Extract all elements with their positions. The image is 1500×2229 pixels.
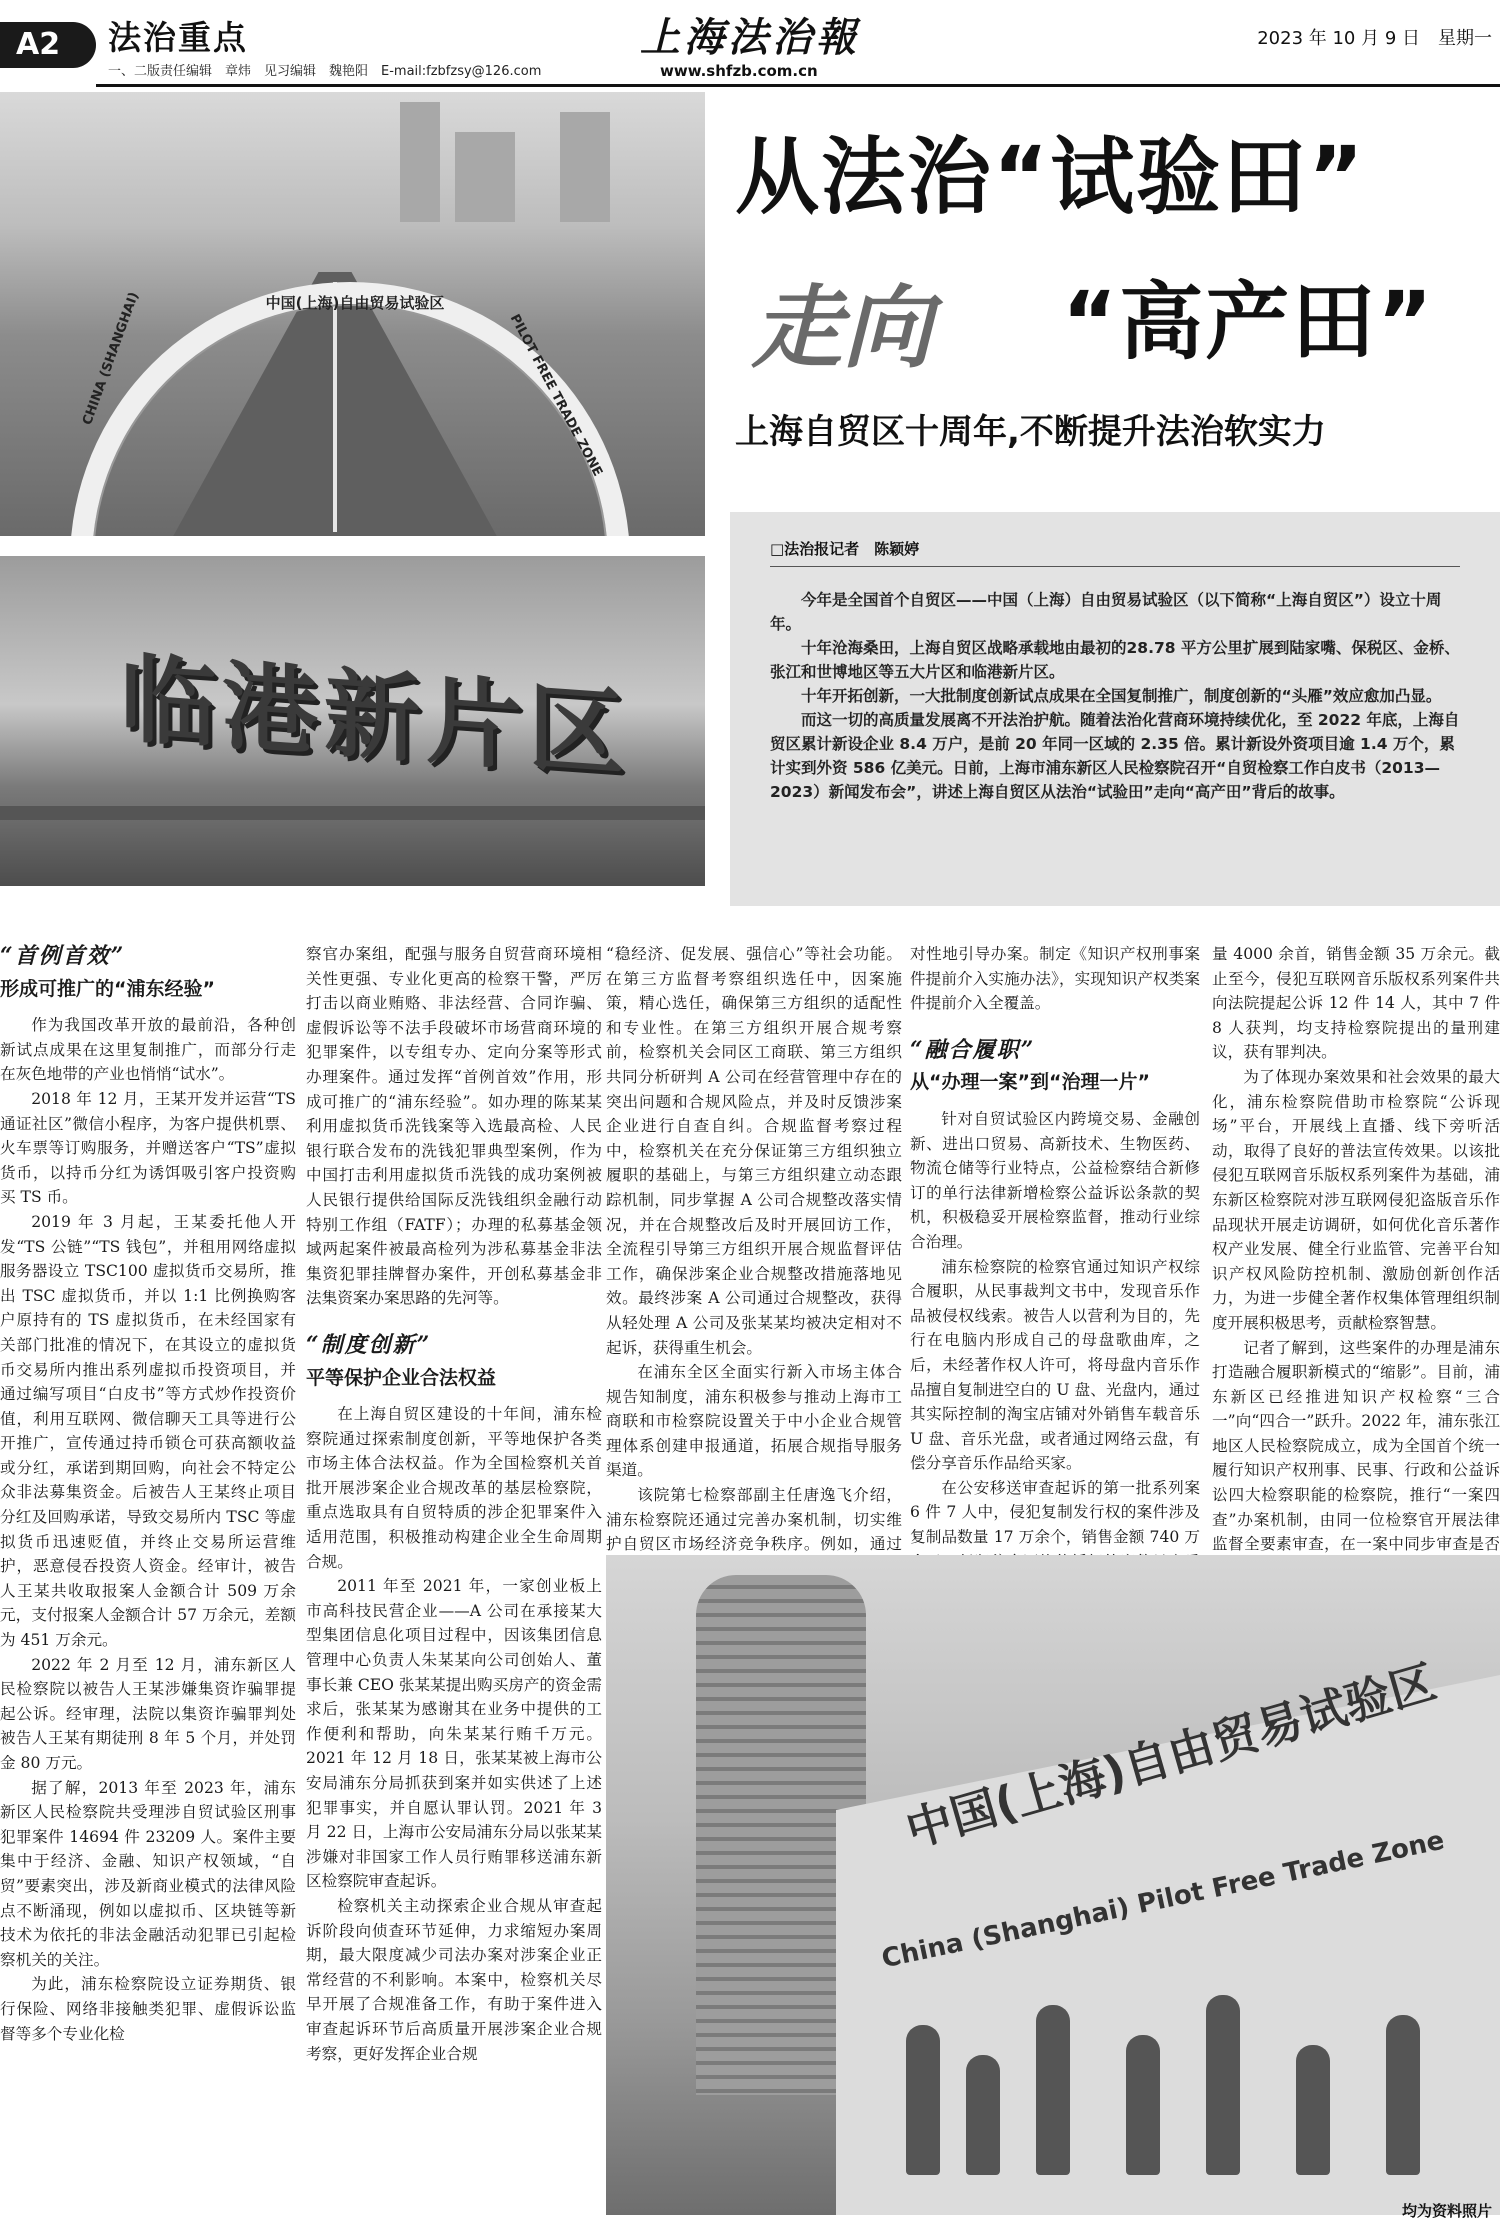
body-paragraph: 2018 年 12 月，王某开发并运营“TS 通证社区”微信小程序，为客户提供机票、火车票等订购服务，并赠送客户“TS”虚拟货币，以持币分红为诱饵吸引客户投资购买 TS 币。 (0, 1089, 296, 1207)
body-paragraph: 记者了解到，这些案件的办理是浦东打造融合履职新模式的“缩影”。目前，浦东新区已经推进知识产权检察“三合一”向“四合一”跃升。2022 年，浦东张江地区人民检察院成立，成为全国首个统一履行知识产权刑事、民事、行政和公益诉讼四大检察职能的检察院，推行“一案四查”办案机制，由同一位检察官开展法律监督全要素审查，在一案中同步审查是否 (1212, 1338, 1500, 1554)
article-column-3 (606, 942, 902, 1631)
lead-paragraph: 而这一切的高质量发展离不开法治护航。随着法治化营商环境持续优化，至 2022 年底，上海自贸区累计新设企业 8.4 万户，是前 20 年同一区域的 2.35 倍。累计新设外资项目逾 1.4 万个，累计实到外资 586 亿美元。日前，上海市浦东新区人民检察院召开“自贸检察工作白皮书（2013—2023）新闻发布会”，讲述上海自贸区从法治“试验田”走向“高产田”背后的故事。 (770, 711, 1460, 801)
website-link[interactable]: www.shfzb.com.cn (660, 62, 818, 80)
wall-sign-english: China (Shanghai) Pilot Free Trade Zone (879, 1825, 1448, 1975)
sub-headline: 上海自贸区十周年,不断提升法治软实力 (735, 412, 1326, 452)
photo-ftz-wall (606, 1555, 1500, 2215)
guard-rail (0, 806, 705, 820)
arch-sign-text-right: PILOT FREE TRADE ZONE (506, 312, 606, 480)
newspaper-logo: 上海法治報 (640, 14, 860, 61)
article-column-1 (0, 940, 296, 2046)
section-kicker: “首例首效” (0, 943, 126, 969)
figure-silhouette (1036, 2005, 1070, 2175)
building-shape (455, 132, 515, 222)
masthead (0, 0, 1500, 86)
figure-silhouette (1296, 2045, 1330, 2175)
figure-silhouette (1386, 2015, 1420, 2175)
body-paragraph: 为了体现办案效果和社会效果的最大化，浦东检察院借助市检察院“公诉现场”平台，开展线上直播、线下旁听活动，取得了良好的普法宣传效果。以该批侵犯互联网音乐版权系列案件为基础，浦东新区检察院对涉互联网侵犯盗版音乐作品现状开展走访调研，如何优化音乐著作权产业发展、健全行业监管、完善平台知识产权风险防控机制、激励创新创作活力，为进一步健全著作权集体管理组织制度开展积极思考，贡献检察智慧。 (1212, 1067, 1500, 1332)
article-column-4 (910, 942, 1200, 1599)
headline-line1: 从法治“试验田” (735, 128, 1366, 226)
spacer (306, 1311, 602, 1329)
body-paragraph: 作为我国改革开放的最前沿，各种创新试点成果在这里复制推广，而部分行走在灰色地带的产业也悄悄“试水”。 (0, 1016, 296, 1084)
figure-silhouette (966, 2055, 1000, 2175)
lingang-sign-text: 临港新片区 (120, 643, 630, 791)
page-number: A2 (0, 22, 96, 68)
building-shape (400, 102, 440, 222)
body-paragraph: 据了解，2013 年至 2023 年，浦东新区人民检察院共受理涉自贸试验区刑事犯罪案件 14694 件 23209 人。案件主要集中于经济、金融、知识产权领域，“自贸”要素突出，涉及新商业模式的法律风险点不断涌现，例如以虚拟币、区块链等新技术为依托的非法金融活动犯罪已引起检察机关的关注。 (0, 1778, 296, 1969)
article-column-5 (1212, 942, 1500, 1631)
section-subtitle: 从“办理一案”到“治理一片” (910, 1071, 1150, 1094)
lead-text (770, 588, 1470, 804)
figure-silhouette (906, 2025, 940, 2175)
photo-lingang-sign (0, 556, 705, 886)
lead-paragraph: 十年沧海桑田，上海自贸区战略承载地由最初的28.78 平方公里扩展到陆家嘴、保税区、金桥、张江和世博地区等五大片区和临港新片区。 (770, 639, 1460, 681)
body-paragraph: 在公安移送审查起诉的第一批系列案 6 件 7 人中，侵犯复制发行权的案件涉及复制品数量 17 万余个，销售金额 740 万 (910, 1478, 1200, 1547)
spacer (910, 1016, 1200, 1034)
lead-paragraph: 十年开拓创新，一大批制度创新试点成果在全国复制推广，制度创新的“头雁”效应愈加凸显。 (801, 687, 1442, 705)
section-subtitle: 形成可推广的“浦东经验” (0, 977, 215, 1000)
figure-silhouette (1126, 2035, 1160, 2175)
arch-sign-text-left: CHINA (SHANGHAI) (80, 290, 143, 428)
body-paragraph: 察官办案组，配强与服务自贸营商环境相关性更强、专业化更高的检察干警，严厉打击以商业贿赂、非法经营、合同诈骗、虚假诉讼等不法手段破坏市场营商环境的犯罪案件，以专组专办、定向分案等形式办理案件。通过发挥“首例首效”作用，形成可推广的“浦东经验”。如办理的陈某某利用虚拟货币洗钱案等入选最高检、人民银行联合发布的洗钱犯罪典型案例，作为中国打击利用虚拟货币洗钱的成功案例被人民银行提供给国际反洗钱组织金融行动特别工作组（FATF）；办理的私募基金领域两起案件被最高检列为涉私募基金非法集资犯罪挂牌督办案件，开创私募基金非法集资案办案思路的先河等。 (306, 945, 602, 1308)
photo-caption: 均为资料照片 (1401, 2202, 1492, 2220)
building-shape (560, 112, 610, 222)
editor-credits: 一、二版责任编辑 章炜 见习编辑 魏艳阳 E-mail:fzbfzsy@126.com (108, 64, 542, 79)
body-paragraph: 对性地引导办案。制定《知识产权刑事案件提前介入实施办法》，实现知识产权类案件提前介入全覆盖。 (910, 945, 1200, 1013)
body-paragraph: 在浦东全区全面实行新入市场主体合规告知制度，浦东积极参与推动上海市工商联和市检察院设置关于中小企业合规管理体系创建申报通道，拓展合规指导服务渠道。 (606, 1363, 902, 1480)
masthead-rule (96, 84, 1500, 87)
photo-ftz-arch (0, 92, 705, 536)
body-paragraph: 在上海自贸区建设的十年间，浦东检察院通过探索制度创新，平等地保护各类市场主体合法权益。作为全国检察机关首批开展涉案企业合规改革的基层检察院，重点选取具有自贸特质的涉企犯罪案件入适用范围，积极推动构建企业全生命周期合规。 (306, 1405, 602, 1571)
lead-paragraph: 今年是全国首个自贸区——中国（上海）自由贸易试验区（以下简称“上海自贸区”）设立十周年。 (770, 591, 1442, 633)
body-paragraph: 2022 年 2 月至 12 月，浦东新区人民检察院以被告人王某涉嫌集资诈骗罪提起公诉。经审理，法院以集资诈骗罪判处被告人王某有期徒刑 8 年 5 个月，并处罚金 80 万元。 (0, 1655, 296, 1772)
ftz-gate-arch (70, 282, 630, 536)
article-column-2 (306, 942, 602, 2066)
body-paragraph: 检察机关主动探索企业合规从审查起诉阶段向侦查环节延伸，力求缩短办案周期，最大限度减少司法办案对涉案企业正常经营的不利影响。本案中，检察机关尽早开展了合规准备工作，有助于案件进入审查起诉环节后高质量开展涉案企业合规考察，更好发挥企业合规 (306, 1896, 602, 2063)
section-title: 法治重点 (108, 18, 248, 57)
body-paragraph: “稳经济、促发展、强信心”等社会功能。在第三方监督考察组织选任中，因案施策，精心选任，确保第三方组织的适配性和专业性。在第三方组织开展合规考察前，检察机关会同区工商联、第三方组织共同分析研判 A 公司在经营管理中存在的突出问题和合规风险点，并及时反馈涉案企业进行自查自纠。合规监督考察过程中，检察机关在充分保证第三方组织独立履职的基础上，与第三方组织建立动态跟踪机制，同步掌握 A 公司合规整改落实情况，并在合规整改后及时开展回访工作，全流程引导第三方组织开展合规监督评估工作，确保涉案企业合规整改措施落地见效。最终涉案 A 公司通过合规整改，获得从轻处理 A 公司及张某某均被决定相对不起诉，获得重生机会。 (606, 945, 902, 1357)
figure-silhouette (1206, 1995, 1240, 2175)
issue-date: 2023 年 10 月 9 日 星期一 (1257, 28, 1492, 49)
body-paragraph: 2019 年 3 月起，王某委托他人开发“TS 公链”“TS 钱包”，并租用网络虚拟服务器设立 TSC100 虚拟货币交易所，推出 TSC 虚拟货币，并以 1:1 比例换购客户原持有的 TS 虚拟货币，在未经国家有关部门批准的情况下，在其设立的虚拟货币交易所内推出系列虚拟币投资项目，并通过编写项目“白皮书”等方式炒作投资价值，利用互联网、微信聊天工具等进行公开推广，宣传通过持币锁仓可获高额收益或分红，承诺到期回购，向社会不特定公众非法募集资金。后被告人王某终止项目分红及回购承诺，导致交易所内 TSC 等虚拟货币迅速贬值，并终止交易所运营维护，恶意侵吞投资人资金。经审计，被告人王某共收取报案人金额合计 509 万余元，支付报案人金额合计 57 万余元，差额为 451 万余元。 (0, 1212, 296, 1650)
section-subtitle: 平等保护企业合法权益 (306, 1366, 497, 1389)
wall-sign-text: 中国(上海)自由贸易试验区 (899, 1654, 1442, 1858)
byline-divider (770, 566, 1460, 567)
body-paragraph: 浦东检察院的检察官通过知识产权综合履职，从民事裁判文书中，发现音乐作品被侵权线索。被告人以营利为目的，先行在电脑内形成自己的母盘歌曲库，之后，未经著作权人许可，将母盘内音乐作品擅自复制进空白的 U 盘、光盘内，通过其实际控制的淘宝店铺对外销售车载音乐 U 盘、音乐光盘，或者通过网络云盘，有偿分享音乐作品给买家。 (910, 1257, 1200, 1473)
section-kicker: “制度创新” (306, 1331, 432, 1358)
body-paragraph: 2011 年至 2021 年，一家创业板上市高科技民营企业——A 公司在承接某大型集团信息化项目过程中，因该集团信息管理中心负责人朱某某向公司创始人、董事长兼 CEO 张某某提出购买房产的资金需求后，张某某为感谢其在业务中提供的工作便利和帮助，向朱某某行贿千万元。2021 年 12 月 18 日，张某某被上海市公安局浦东分局抓获到案并如实供述了上述犯罪事实，并自愿认罪认罚。2021 年 3 月 22 日，上海市公安局浦东分局以张某某涉嫌对非国家工作人员行贿罪移送浦东新区检察院审查起诉。 (306, 1577, 602, 1891)
body-paragraph: 量 4000 余首，销售金额 35 万余元。截止至今，侵犯互联网音乐版权系列案件共向法院提起公诉 12 件 14 人，其中 7 件 8 人获判，均支持检察院提出的量刑建议，获有罪判决。 (1212, 945, 1500, 1062)
body-paragraph: 针对自贸试验区内跨境交易、金融创新、进出口贸易、高新技术、生物医药、物流仓储等行业特点，公益检察结合新修订的单行法律新增检察公益诉讼条款的契机，积极稳妥开展检察监督，推动行业综合治理。 (910, 1109, 1200, 1251)
headline-line2-prefix: 走向 (752, 275, 932, 381)
headline-line2: “高产田” (1062, 273, 1435, 371)
byline: □法治报记者 陈颖婷 (770, 540, 920, 558)
body-paragraph: 该院第七检察部副主任唐逸飞介绍，浦东检察院还通过完善办案机制，切实维护自贸区市场经济竞争秩序。例如，通过 (606, 1486, 902, 1554)
body-paragraph: 为此，浦东检察院设立证券期货、银行保险、网络非接触类犯罪、虚假诉讼监督等多个专业化检 (0, 1975, 296, 2043)
section-kicker: “融合履职” (910, 1036, 1036, 1063)
arch-sign-text: 中国(上海)自由贸易试验区 (265, 294, 445, 312)
